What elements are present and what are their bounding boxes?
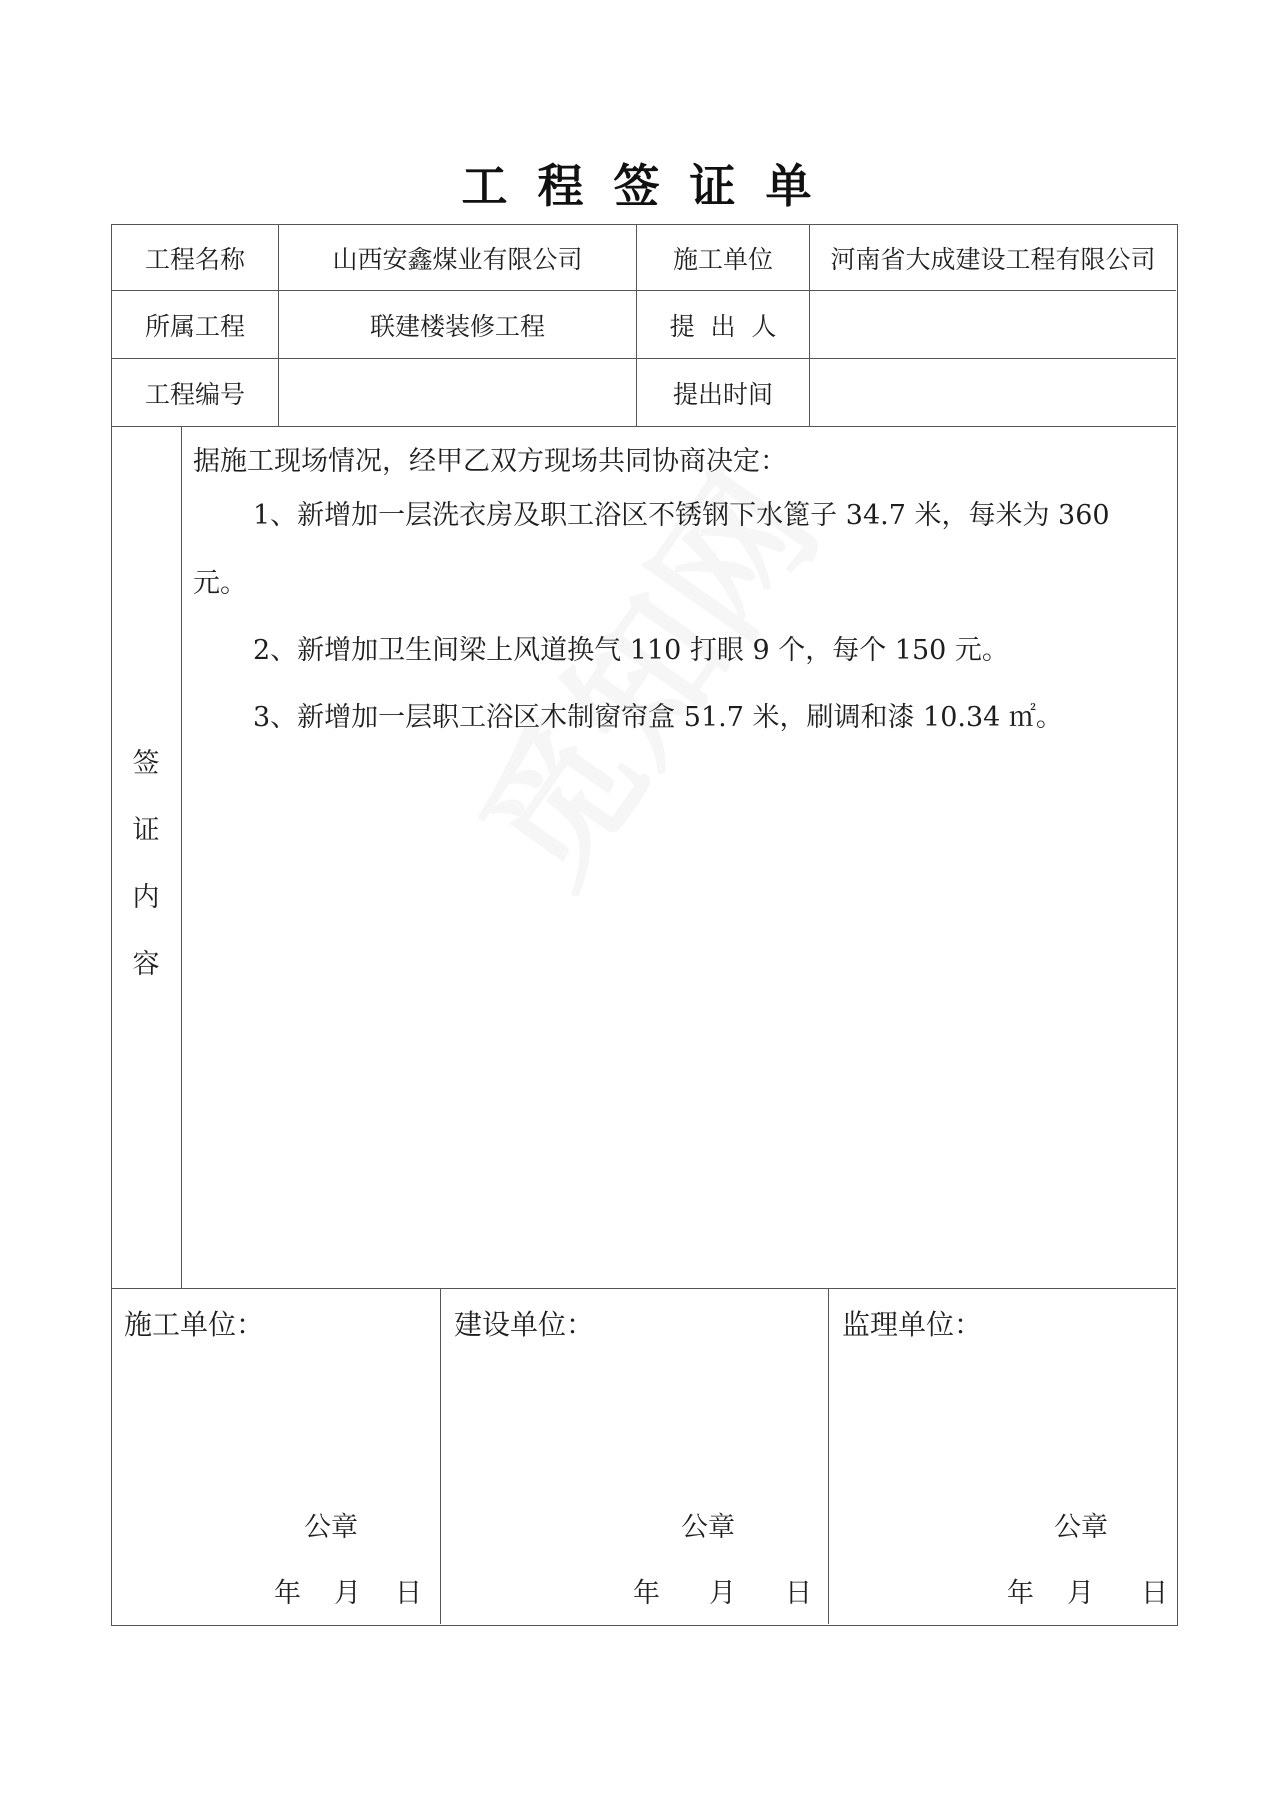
project-name-value: 山西安鑫煤业有限公司 [332, 244, 583, 274]
project-name-value-cell [279, 225, 637, 291]
content-item-3: 3、新增加一层职工浴区木制窗帘盒 51.7 米，刷调和漆 10.34 ㎡。 [253, 702, 1063, 733]
sub-project-label: 所属工程 [144, 311, 245, 341]
content-item-2: 2、新增加卫生间梁上风道换气 110 打眼 9 个，每个 150 元。 [253, 635, 1009, 666]
content-body-cell [182, 427, 1176, 1289]
proposer-value-cell [810, 291, 1176, 359]
content-item-1-wrap: 元。 [193, 568, 247, 599]
signature-contractor-year: 年 [274, 1578, 301, 1609]
project-number-label-cell [112, 359, 279, 427]
sub-project-value-cell [279, 291, 637, 359]
signature-contractor-month: 月 [334, 1578, 361, 1609]
signature-supervisor-seal: 公章 [1054, 1512, 1108, 1543]
contractor-label-cell [637, 225, 810, 291]
signature-supervisor-label: 监理单位： [842, 1308, 983, 1341]
proposal-time-value-cell [810, 359, 1176, 427]
signature-owner-cell [441, 1289, 829, 1624]
signature-owner-seal: 公章 [681, 1512, 735, 1543]
content-label-char: 证 [132, 815, 160, 846]
signature-contractor-cell [112, 1289, 441, 1624]
content-label-char: 签 [132, 748, 160, 779]
contractor-value-cell [810, 225, 1176, 291]
project-number-label: 工程编号 [144, 379, 245, 409]
project-name-label: 工程名称 [144, 244, 245, 274]
sub-project-value: 联建楼装修工程 [369, 311, 545, 341]
signature-contractor-day: 日 [395, 1578, 422, 1609]
proposal-time-label: 提出时间 [672, 379, 773, 409]
sub-project-label-cell [112, 291, 279, 359]
signature-supervisor-year: 年 [1007, 1578, 1034, 1609]
proposal-time-label-cell [637, 359, 810, 427]
signature-supervisor-month: 月 [1067, 1578, 1094, 1609]
signature-owner-year: 年 [633, 1578, 660, 1609]
contractor-value: 河南省大成建设工程有限公司 [830, 244, 1156, 274]
signature-owner-month: 月 [709, 1578, 736, 1609]
document-title: 工 程 签 证 单 [461, 159, 819, 213]
signature-owner-label: 建设单位： [454, 1308, 595, 1341]
content-label-char: 容 [132, 949, 160, 980]
project-name-label-cell [112, 225, 279, 291]
signature-supervisor-day: 日 [1141, 1578, 1168, 1609]
proposer-label-cell [637, 291, 810, 359]
signature-contractor-seal: 公章 [304, 1512, 358, 1543]
contractor-label: 施工单位 [672, 244, 773, 274]
signature-contractor-label: 施工单位： [124, 1308, 265, 1341]
project-number-value-cell [279, 359, 637, 427]
signature-supervisor-cell [829, 1289, 1176, 1624]
content-item-1: 1、新增加一层洗衣房及职工浴区不锈钢下水篦子 34.7 米，每米为 360 [253, 500, 1110, 531]
content-label-char: 内 [132, 882, 160, 913]
content-label-cell [112, 427, 182, 1289]
visa-table [111, 224, 1178, 1626]
signature-owner-day: 日 [785, 1578, 812, 1609]
proposer-label: 提 出 人 [669, 311, 777, 341]
content-intro: 据施工现场情况，经甲乙双方现场共同协商决定： [193, 446, 787, 477]
